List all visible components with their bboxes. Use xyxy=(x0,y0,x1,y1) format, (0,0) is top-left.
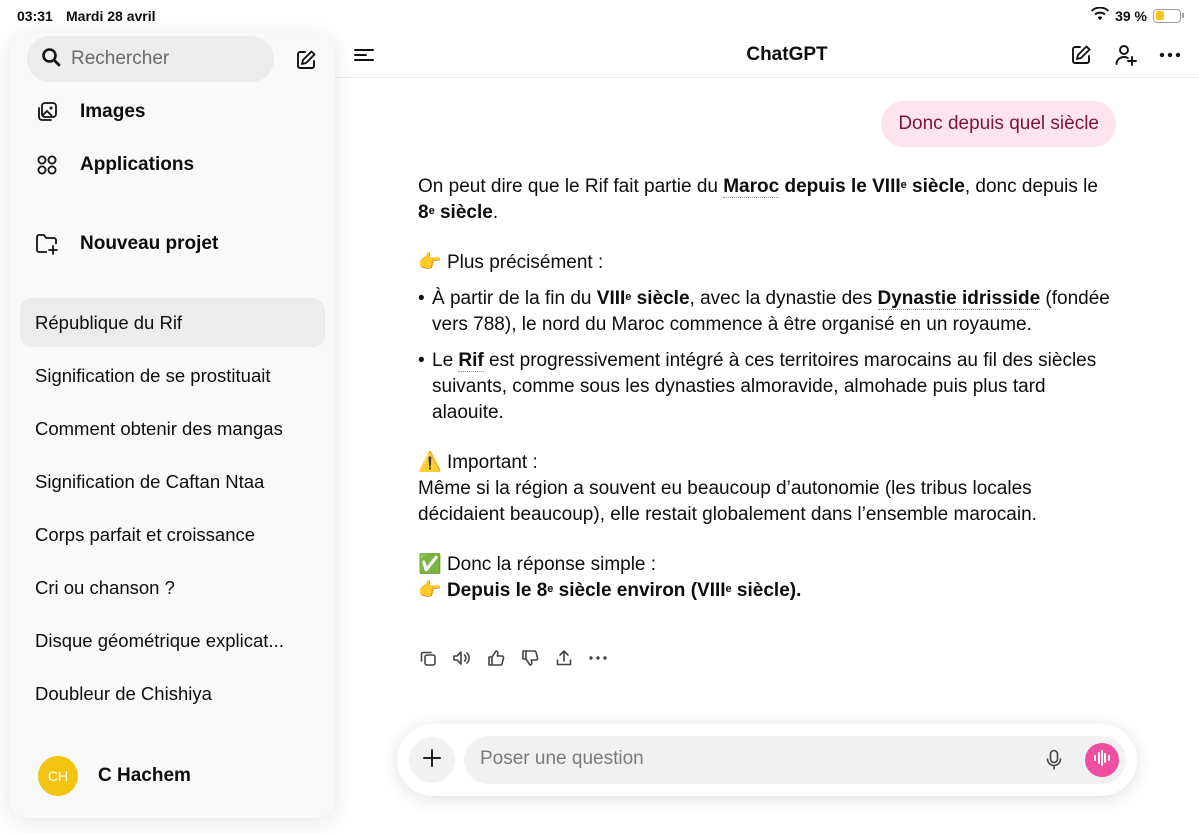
answer-text: , avec la dynastie des xyxy=(689,288,878,309)
copy-icon[interactable] xyxy=(418,648,438,668)
more-icon[interactable] xyxy=(588,648,608,668)
share-icon[interactable] xyxy=(554,648,574,668)
pointing-emoji: 👉 xyxy=(418,252,442,273)
chat-item[interactable]: Disque géométrique explicat... xyxy=(35,630,284,651)
answer-text: (fondée vers 788), le nord du Maroc commence à être organisé en un royaume. xyxy=(432,288,1110,335)
simple-heading xyxy=(418,552,1118,578)
important-label: Important : xyxy=(446,452,538,473)
chat-item[interactable]: Corps parfait et croissance xyxy=(35,524,256,545)
answer-text: Depuis le 8 xyxy=(446,580,548,601)
answer-text: siècle xyxy=(631,288,690,309)
search-box[interactable] xyxy=(27,36,274,82)
chat-item[interactable]: Signification de se prostituait xyxy=(35,365,271,386)
voice-mode-button[interactable] xyxy=(1085,743,1119,777)
plus-icon xyxy=(422,748,442,773)
chat-header xyxy=(335,32,1199,78)
answer-text: . xyxy=(492,202,499,223)
dynastie-link[interactable]: Dynastie idrisside xyxy=(877,288,1041,309)
rif-link[interactable]: Rif xyxy=(458,350,484,371)
add-attachment-button[interactable] xyxy=(409,737,455,783)
answer-text: On peut dire que le Rif fait partie du xyxy=(418,176,724,197)
important-heading xyxy=(418,450,1118,476)
answer-text: VIII xyxy=(596,288,626,309)
composer xyxy=(397,724,1137,796)
answer-text: siècle xyxy=(906,176,965,197)
answer-text: siècle). xyxy=(731,580,802,601)
add-people-icon[interactable] xyxy=(1112,42,1140,68)
list-item xyxy=(418,286,1118,338)
answer-text: siècle xyxy=(434,202,493,223)
chat-item[interactable]: Signification de Caftan Ntaa xyxy=(35,471,265,492)
answer-bullets xyxy=(418,286,1118,426)
pointing-emoji: 👉 xyxy=(418,580,442,601)
voice-wave-icon xyxy=(1093,750,1111,771)
avatar: CH xyxy=(38,756,78,796)
apps-grid-icon xyxy=(34,152,60,178)
precise-heading xyxy=(418,250,1118,276)
more-icon[interactable] xyxy=(1157,42,1183,68)
new-chat-sidebar-icon[interactable] xyxy=(293,47,319,73)
search-icon xyxy=(41,47,61,72)
answer-text: , donc depuis le xyxy=(964,176,1098,197)
user-name: C Hachem xyxy=(98,765,191,786)
superscript: e xyxy=(725,583,732,595)
maroc-link[interactable]: Maroc xyxy=(723,176,780,197)
nav-new-project[interactable] xyxy=(34,231,218,257)
simple-label: Donc la réponse simple : xyxy=(446,554,657,575)
page-title: ChatGPT xyxy=(746,44,828,65)
list-item xyxy=(418,348,1118,426)
user-message-bubble: Donc depuis quel siècle xyxy=(881,101,1116,147)
status-right xyxy=(1091,7,1181,24)
nav-images-label: Images xyxy=(80,101,146,122)
chat-item-active[interactable]: République du Rif xyxy=(20,298,325,347)
answer-text: Le xyxy=(432,350,459,371)
new-folder-icon xyxy=(34,231,60,257)
chat-item[interactable]: Cri ou chanson ? xyxy=(35,577,175,598)
warning-emoji: ⚠️ xyxy=(418,452,442,473)
nav-applications[interactable] xyxy=(34,152,194,178)
wifi-icon xyxy=(1091,7,1109,24)
battery-percent: 39 % xyxy=(1115,7,1147,24)
new-chat-icon[interactable] xyxy=(1068,42,1094,68)
nav-applications-label: Applications xyxy=(80,154,195,175)
thumbs-up-icon[interactable] xyxy=(486,648,506,668)
read-aloud-icon[interactable] xyxy=(452,648,472,668)
prompt-input[interactable] xyxy=(480,748,1000,770)
assistant-answer xyxy=(418,174,1118,604)
battery-icon xyxy=(1153,9,1181,23)
images-icon xyxy=(34,99,60,125)
superscript: e xyxy=(428,205,435,217)
message-actions xyxy=(418,648,608,668)
chat-item[interactable]: Doubleur de Chishiya xyxy=(35,683,212,704)
answer-text: siècle environ (VIII xyxy=(553,580,726,601)
chat-item[interactable]: Comment obtenir des mangas xyxy=(35,418,283,439)
prompt-field[interactable] xyxy=(464,736,1126,784)
status-time: 03:31 xyxy=(17,8,53,24)
status-date: Mardi 28 avril xyxy=(66,8,156,24)
important-text: Même si la région a souvent eu beaucoup d’autonomie (les tribus locales décidaient beaucoup), elle restait globalement dans l’ensemble marocain. xyxy=(418,478,1037,525)
nav-images[interactable] xyxy=(34,99,145,125)
answer-intro xyxy=(418,174,1118,226)
nav-new-project-label: Nouveau projet xyxy=(80,233,219,254)
search-input[interactable] xyxy=(71,48,251,70)
microphone-icon[interactable] xyxy=(1042,748,1066,772)
answer-text: depuis le VIII xyxy=(779,176,901,197)
thumbs-down-icon[interactable] xyxy=(520,648,540,668)
superscript: e xyxy=(625,291,632,303)
precise-label: Plus précisément : xyxy=(446,252,604,273)
superscript: e xyxy=(547,583,554,595)
answer-text: 8 xyxy=(418,202,429,223)
battery-fill xyxy=(1156,11,1165,20)
answer-text: À partir de la fin du xyxy=(432,288,597,309)
final-answer xyxy=(418,578,1118,604)
user-profile[interactable] xyxy=(38,756,191,796)
superscript: e xyxy=(900,179,907,191)
chat-history-list xyxy=(20,298,325,722)
check-emoji: ✅ xyxy=(418,554,442,575)
status-bar xyxy=(0,0,1199,32)
answer-text: est progressivement intégré à ces territoires marocains au fil des siècles suivants, comme sous les dynasties almoravide, almohade puis plus tard alaouite. xyxy=(432,350,1097,423)
sidebar xyxy=(10,33,335,818)
